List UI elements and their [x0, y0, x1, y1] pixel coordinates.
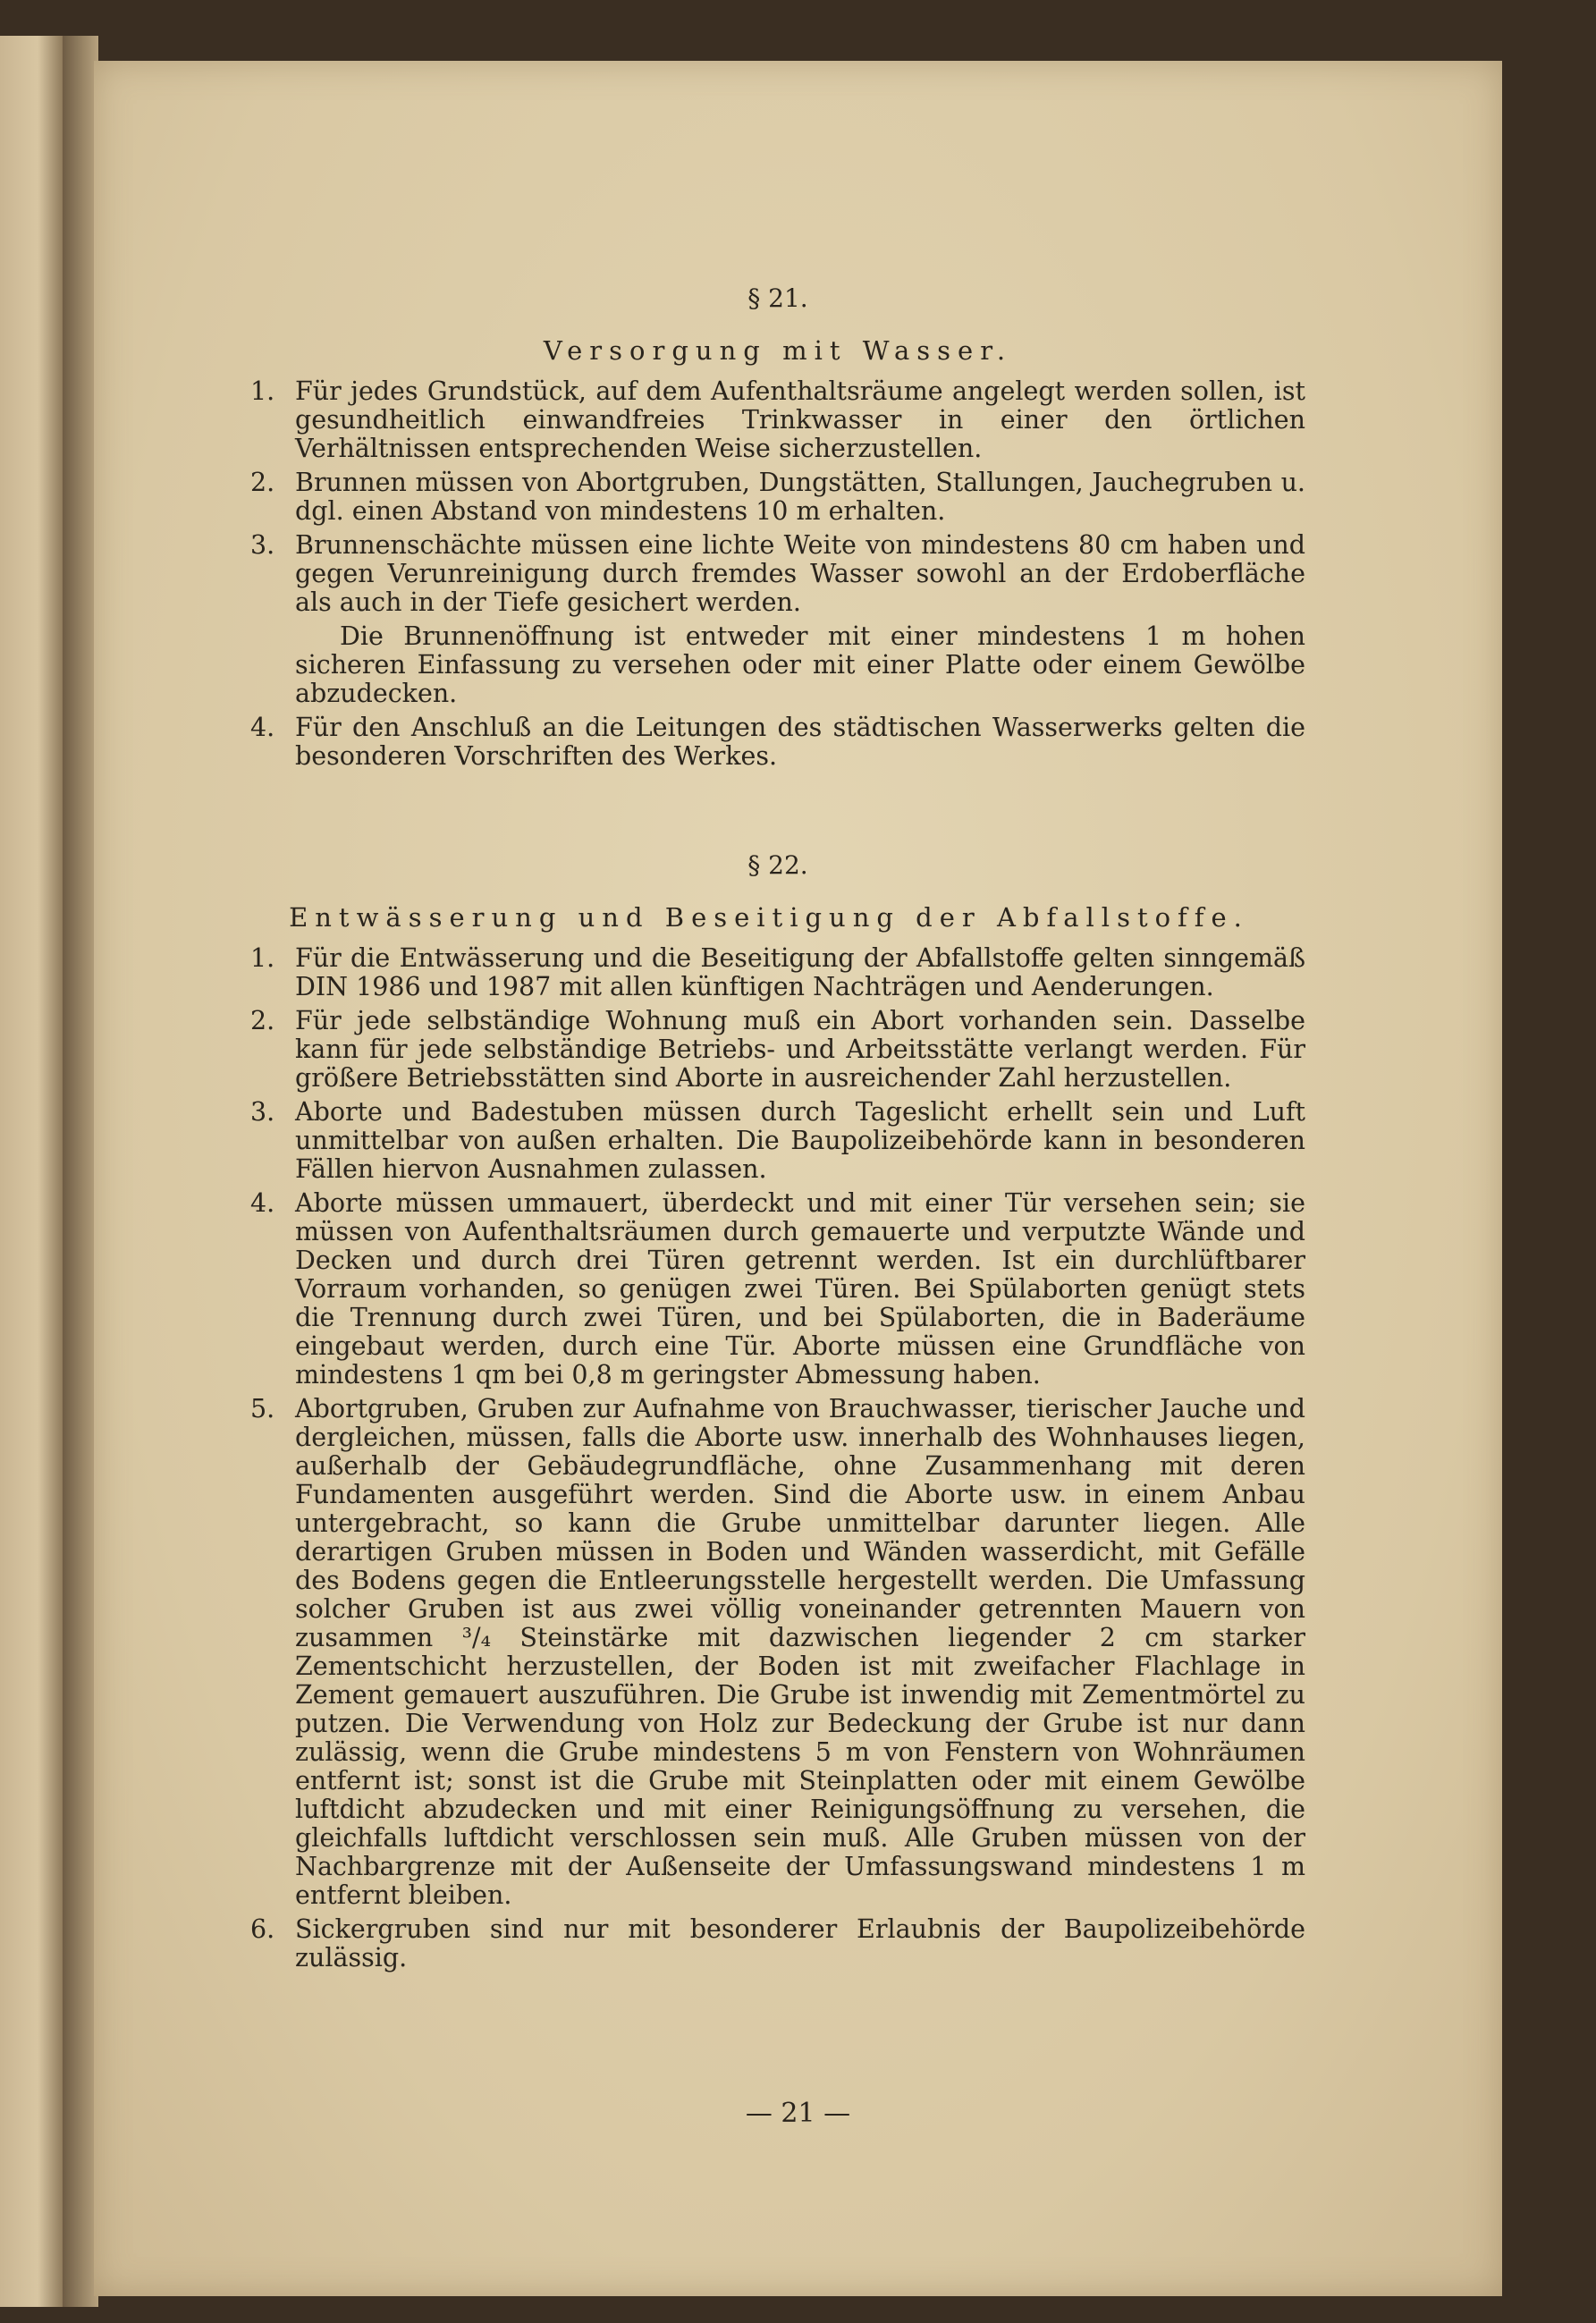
section-title: Versorgung mit Wasser.: [543, 335, 1013, 366]
section-21: [250, 284, 1305, 771]
page-number: — 21 —: [745, 2098, 851, 2129]
item-text: Abortgruben, Gruben zur Aufnahme von Brauchwasser, tierischer Jauche und dergleichen, müssen, falls die Aborte usw. innerhalb des Wohnhauses liegen, außerhalb der Gebäudegrundfläche, ohne Zusammenhang mit deren Fundamenten ausgeführt werden. Sind die Aborte usw. in einem Anbau untergebracht, so kann die Grube unmittelbar darunter liegen. Alle derartigen Gruben müssen in Boden und Wänden wasserdicht, mit Gefälle des Bodens gegen die Entleerungsstelle hergestellt werden. Die Umfassung solcher Gruben ist aus zwei völlig voneinander getrennten Mauern von zusammen ³/₄ Steinstärke mit dazwischen liegender 2 cm starker Zementschicht herzustellen, der Boden ist mit zweifacher Flachlage in Zement gemauert auszuführen. Die Grube ist inwendig mit Zementmörtel zu putzen. Die Verwendung von Holz zur Bedeckung der Grube ist nur dann zulässig, wenn die Grube mindestens 5 m von Fenstern von Wohnräumen entfernt ist; sonst ist die Grube mit Steinplatten oder mit einem Gewölbe luftdicht abzudecken und mit einer Reinigungsöffnung zu versehen, die gleichfalls luftdicht verschlossen sein muß. Alle Gruben müssen von der Nachbargrenze mit der Außenseite der Umfassungswand mindestens 1 m entfernt bleiben.: [295, 1394, 1305, 1910]
item-text: Für jede selbständige Wohnung muß ein Abort vorhanden sein. Dasselbe kann für jede selbständige Betriebs- und Arbeitsstätte verlangt werden. Für größere Betriebsstätten sind Aborte in ausreichender Zahl herzustellen.: [295, 1006, 1305, 1093]
item-number: 4.: [250, 1188, 275, 1218]
section-number: § 22.: [747, 850, 808, 880]
item-number: 2.: [250, 468, 275, 497]
item-number: 1.: [250, 376, 275, 406]
item-number: 3.: [250, 530, 275, 560]
item-text: Aborte und Badestuben müssen durch Tageslicht erhellt sein und Luft unmittelbar von außen erhalten. Die Baupolizeibehörde kann in besonderen Fällen hiervon Ausnahmen zulassen.: [295, 1097, 1305, 1184]
list-item: [250, 531, 1305, 617]
item-paragraph: Die Brunnenöffnung ist entweder mit einer mindestens 1 m hohen sicheren Einfassung zu versehen oder mit einer Platte oder einem Gewölbe abzudecken.: [295, 621, 1305, 708]
item-text: Brunnen müssen von Abortgruben, Dungstätten, Stallungen, Jauchegruben u. dgl. einen Abstand von mindestens 10 m erhalten.: [295, 468, 1305, 526]
list-item: [250, 1915, 1305, 1972]
list-item: [250, 714, 1305, 771]
list-item: [250, 469, 1305, 526]
section-22: [250, 851, 1305, 1972]
item-number: 6.: [250, 1914, 275, 1944]
item-number: 4.: [250, 713, 275, 742]
list-item: [250, 1098, 1305, 1184]
item-text: Aborte müssen ummauert, überdeckt und mit einer Tür versehen sein; sie müssen von Aufenthaltsräumen durch gemauerte und verputzte Wände und Decken und durch drei Türen getrennt werden. Ist ein durchlüftbarer Vorraum vorhanden, so genügen zwei Türen. Bei Spülaborten genügt stets die Trennung durch zwei Türen, und bei Spülaborten, die in Baderäume eingebaut werden, durch eine Tür. Aborte müssen eine Grundfläche von mindestens 1 qm bei 0,8 m geringster Abmessung haben.: [295, 1188, 1305, 1390]
list-item: [250, 1007, 1305, 1093]
left-page-edge: [0, 36, 63, 2307]
item-number: 3.: [250, 1097, 275, 1127]
list-item: [250, 377, 1305, 463]
page-content: [250, 284, 1305, 1978]
item-text: Für die Entwässerung und die Beseitigung der Abfallstoffe gelten sinngemäß DIN 1986 und 1987 mit allen künftigen Nachträgen und Aenderungen.: [295, 943, 1305, 1001]
section-title: Entwässerung und Beseitigung der Abfallstoffe.: [289, 902, 1249, 933]
item-text: Brunnenschächte müssen eine lichte Weite von mindestens 80 cm haben und gegen Verunreinigung durch fremdes Wasser sowohl an der Erdoberfläche als auch in der Tiefe gesichert werden.: [295, 530, 1305, 617]
book-page: [94, 61, 1502, 2296]
section-number: § 21.: [747, 283, 808, 313]
list-item: [250, 944, 1305, 1001]
item-number: 5.: [250, 1394, 275, 1423]
item-text: Für den Anschluß an die Leitungen des städtischen Wasserwerks gelten die besonderen Vorschriften des Werkes.: [295, 713, 1305, 771]
list-item: [250, 1189, 1305, 1390]
list-item: [250, 1395, 1305, 1910]
book-gutter: [63, 36, 98, 2307]
item-text: Für jedes Grundstück, auf dem Aufenthaltsräume angelegt werden sollen, ist gesundheitlich einwandfreies Trinkwasser in einer den örtlichen Verhältnissen entsprechenden Weise sicherzustellen.: [295, 376, 1305, 463]
item-text: Sickergruben sind nur mit besonderer Erlaubnis der Baupolizeibehörde zulässig.: [295, 1914, 1305, 1972]
item-number: 2.: [250, 1006, 275, 1035]
item-number: 1.: [250, 943, 275, 973]
